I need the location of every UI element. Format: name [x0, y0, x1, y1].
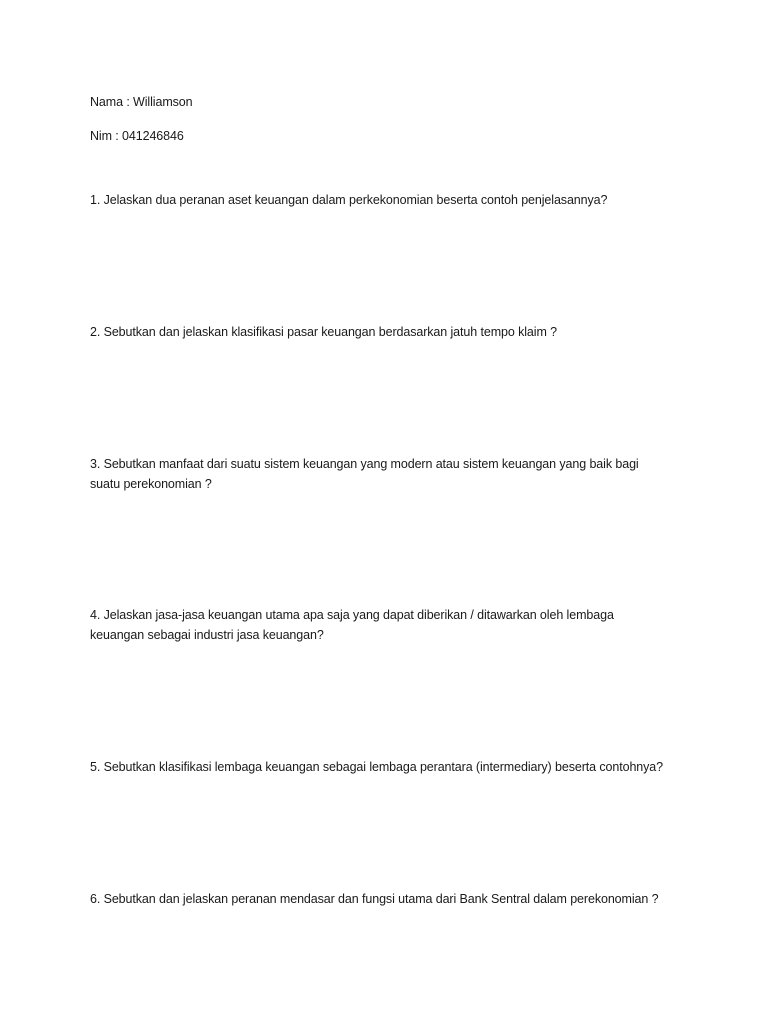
question-3: 3. Sebutkan manfaat dari suatu sistem keuangan yang modern atau sistem keuangan yang baik bagi suatu perekonomian ? [90, 457, 639, 491]
question-1: 1. Jelaskan dua peranan aset keuangan dalam perkekonomian beserta contoh penjelasannya? [90, 193, 608, 207]
question-5: 5. Sebutkan klasifikasi lembaga keuangan sebagai lembaga perantara (intermediary) beserta contohnya? [90, 760, 663, 774]
question-2: 2. Sebutkan dan jelaskan klasifikasi pasar keuangan berdasarkan jatuh tempo klaim ? [90, 325, 557, 339]
student-name: Nama : Williamson [90, 95, 193, 109]
student-nim: Nim : 041246846 [90, 129, 184, 143]
question-6: 6. Sebutkan dan jelaskan peranan mendasar dan fungsi utama dari Bank Sentral dalam perekonomian ? [90, 892, 659, 906]
question-4: 4. Jelaskan jasa-jasa keuangan utama apa saja yang dapat diberikan / ditawarkan oleh lembaga keuangan sebagai industri jasa keuangan? [90, 608, 614, 642]
